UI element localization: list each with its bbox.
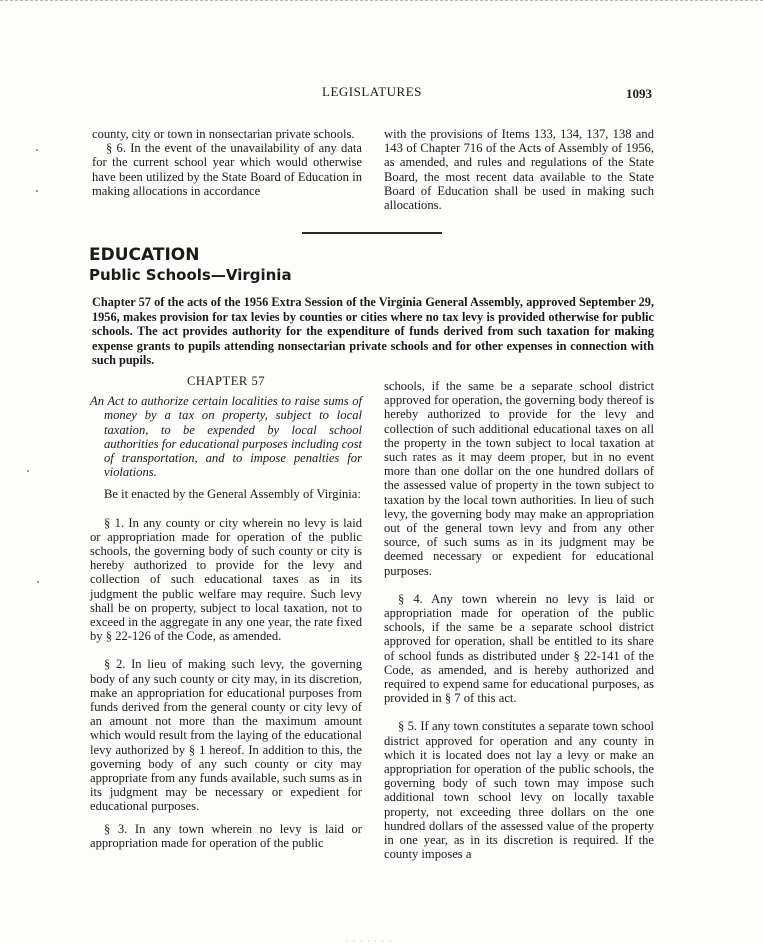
- statute-left-column: [90, 374, 362, 850]
- scan-speck: [37, 581, 39, 583]
- section-3-paragraph: § 3. In any town wherein no levy is laid or appropriation made for operation of the public: [90, 821, 362, 850]
- running-header: [0, 84, 763, 102]
- scan-speck: [36, 190, 38, 192]
- enacting-clause: Be it enacted by the General Assembly of Virginia:: [104, 487, 361, 502]
- chapter-label: CHAPTER 57: [186, 374, 266, 388]
- section-5-paragraph: § 5. If any town constitutes a separate town school district approved for operation and any county in which it is located does not lay a levy or make an appropriation for operation of the public schools, the governing body of such town may impose such additional town school levy on locally taxable property, not exceeding three dollars on the one hundred dollars of the assessed value of the property in one year, as in its discretion is required. If the county imposes a: [384, 719, 654, 862]
- section-2-paragraph: § 2. In lieu of making such levy, the governing body of any such county or city may, in its discretion, make an appropriation for educational purposes from funds derived from the general county or city levy of an amount not more than the maximum amount which would result from the laying of the educational levy authorized by § 1 hereof. In addition to this, the governing body of any such county or city may appropriate from any funds available, such sums as in its judgment may be necessary or expedient for educational purposes.: [90, 657, 362, 814]
- section-divider: [302, 232, 442, 234]
- section-4-paragraph: § 4. Any town wherein no levy is laid or appropriation made for operation of the public schools, if the same be a separate school district approved for operation, shall be entitled to its share of school funds as distributed under § 22-141 of the Code, as amended, and is hereby authorized and required to expend same for educational purposes, as provided in § 7 of this act.: [384, 591, 654, 706]
- headnote: [92, 295, 654, 368]
- section-1-paragraph: § 1. In any county or city wherein no levy is laid or appropriation made for operation of the public schools, the governing body of such county or city is hereby authorized to provide for the levy and collection of such educational taxes as in its judgment the public welfare may require. Such levy shall be on property, subject to local taxation, not to exceed in the aggregate in any one year, the rate fixed by § 22-126 of the Code, as amended.: [90, 515, 362, 644]
- carryover-right-column: [384, 127, 654, 212]
- running-title: LEGISLATURES: [322, 84, 422, 99]
- carryover-paragraph: county, city or town in nonsectarian private schools.: [92, 127, 355, 141]
- headnote-text: Chapter 57 of the acts of the 1956 Extra Session of the Virginia General Assembly, approved September 29, 1956, makes provision for tax levies by counties or cities where no tax levy is provided otherwise for public schools. The act provides authority for the expenditure of funds derived from such taxation for making expense grants to pupils attending nonsectarian private schools and for other expenses in connection with such pupils.: [92, 295, 654, 368]
- carryover-paragraph: with the provisions of Items 133, 134, 137, 138 and 143 of Chapter 716 of the Acts of Assembly of 1956, as amended, and rules and regulations of the State Board, the most recent data available to the State Board of Education shall be used in making such allocations.: [384, 127, 654, 213]
- carryover-left-column: [92, 127, 362, 198]
- scan-footer-marks: · · · · · · ·: [345, 938, 392, 945]
- top-edge-perforation: [0, 0, 763, 3]
- section-6-paragraph: § 6. In the event of the unavailability of any data for the current school year which would otherwise have been utilized by the State Board of Education in making allocations in accordance: [92, 141, 362, 198]
- section-3-continuation: schools, if the same be a separate school district approved for operation, the governing body thereof is hereby authorized to provide for the levy and collection of such additional educational taxes on all the property in the town subject to local taxation at such rates as it may deem proper, but in no event more than one dollar on the one hundred dollars of the assessed value of property in the town subject to taxation by the local town authorities. In lieu of such levy, the governing body may make an appropriation out of the general town levy and from any other source, of such sums as in its judgment may be deemed necessary or expedient for educational purposes.: [384, 379, 654, 578]
- scan-speck: [36, 149, 38, 151]
- section-title: EDUCATION: [89, 245, 200, 265]
- act-title: An Act to authorize certain localities to raise sums of money by a tax on property, subject to local taxation, to be expended by local school authorities for educational purposes including cost of transportation, and to impose penalties for violations.: [90, 394, 362, 480]
- scan-speck: [27, 470, 29, 472]
- section-subtitle: Public Schools—Virginia: [89, 266, 292, 284]
- page-number: 1093: [626, 86, 652, 101]
- statute-right-column: [384, 379, 654, 862]
